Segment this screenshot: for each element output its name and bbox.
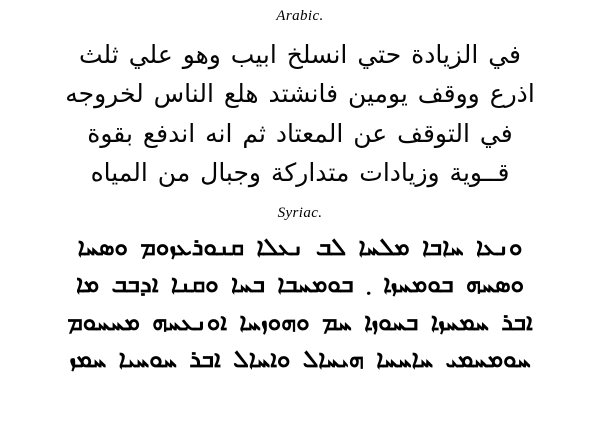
arabic-line: في الزيادة حتي انسلخ ابيب وهو علي ثلث bbox=[78, 39, 521, 69]
syriac-line: ܚܘܡܚܡܝ ܚܐܚܚܐ ܗܝܚܐܠ ܘܐܚܐܠ ܐܒܪ ܚܘܚܝܐ ܚܡܙ bbox=[69, 345, 531, 374]
syriac-line: ܐܒܪ ܚܡܚܙܐ ܒܚܘܙܐ ܚܡ ܘܗܘܙܚܐ ܐܘܢܥܚܗ ܡܚܚܘܡ bbox=[67, 307, 533, 336]
syriac-line: ܘܣܚܗ ܒܘܡܚܙܐ ܂ ܒܘܡܚܒܐ ܒܚܐ ܘܩܢܐ ܐܕܒܒ ܡܐ bbox=[75, 270, 525, 299]
arabic-line: قــوية وزيادات متداركة وجبال من المياه bbox=[90, 158, 510, 187]
arabic-section bbox=[14, 8, 586, 193]
syriac-section-heading: Syriac. bbox=[277, 204, 323, 221]
arabic-line: اذرع ووقف يومين فانشتد هلع الناس لخروجه bbox=[65, 79, 535, 108]
syriac-line: ܘܢܥܐ ܚܐܒܐ ܡܠܚܐ ܠܒ ܢܥܠܐ ܩܢܘܪܥܙܘܡ ܘܣܚܐ bbox=[77, 233, 523, 261]
syriac-text-block bbox=[14, 229, 586, 379]
arabic-line: في التوقف عن المعتاد ثم انه اندفع بقوة bbox=[87, 118, 513, 148]
arabic-text-block bbox=[14, 35, 586, 193]
syriac-section bbox=[14, 205, 586, 379]
arabic-section-heading: Arabic. bbox=[276, 8, 324, 24]
